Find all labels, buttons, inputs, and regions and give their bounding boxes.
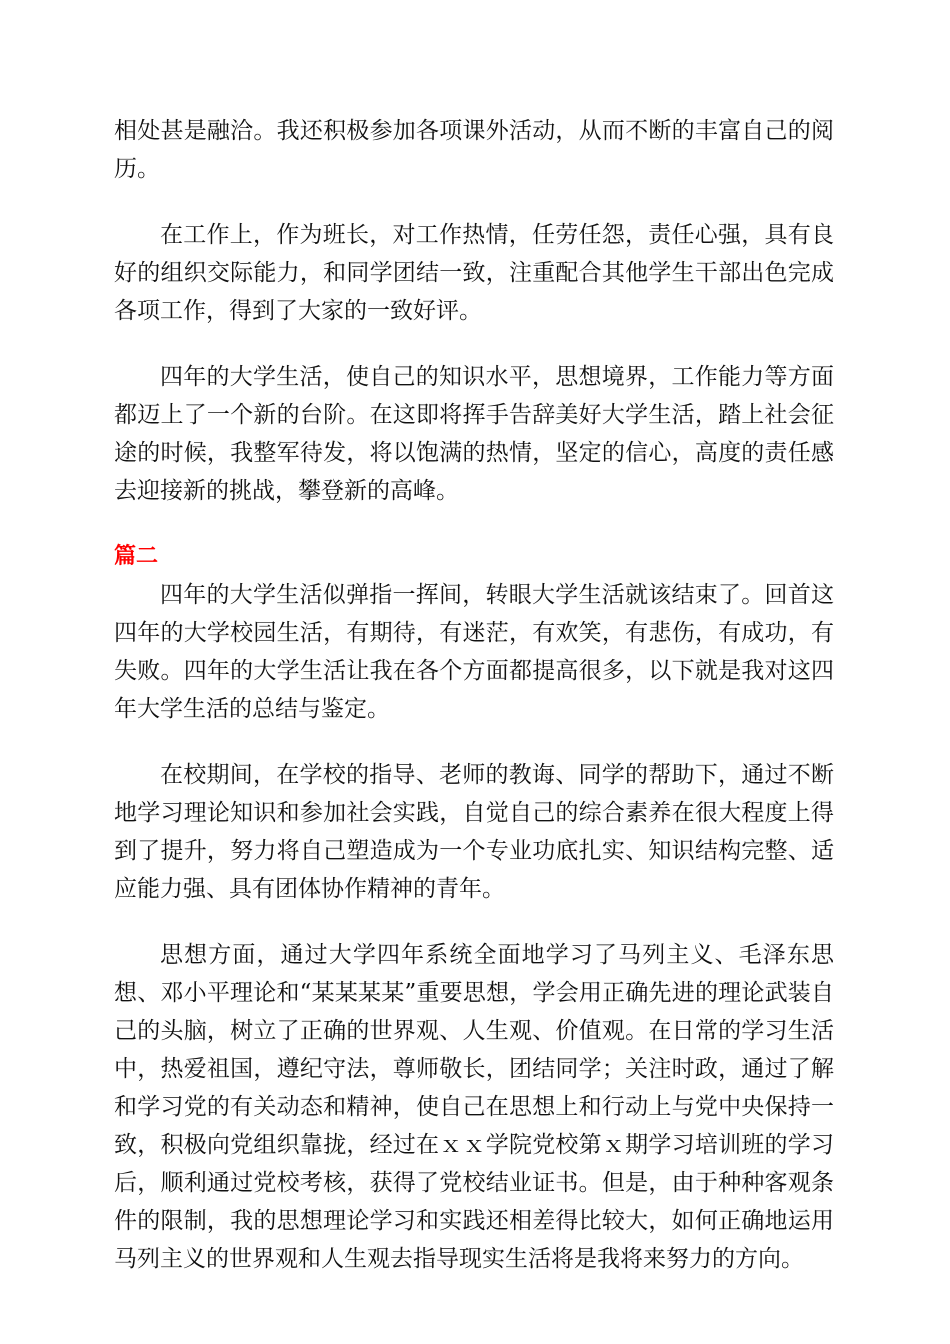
paragraph-summary: 四年的大学生活，使自己的知识水平，思想境界，工作能力等方面都迈上了一个新的台阶。在这即将挥手告辞美好大学生活，踏上社会征途的时候，我整军待发，将以饱满的热情，坚定的信心，高度的责任感去迎接新的挑战，攀登新的高峰。 — [114, 364, 834, 504]
section-heading: 篇二 — [114, 544, 159, 569]
paragraph-thought: 思想方面，通过大学四年系统全面地学习了马列主义、毛泽东思想、邓小平理论和“某某某某”重要思想，学会用正确先进的理论武装自己的头脑，树立了正确的世界观、人生观、价值观。在日常的学习生活中，热爱祖国，遵纪守法，尊师敬长，团结同学；关注时政，通过了解和学习党的有关动态和精神，使自己在思想上和行动上与党中央保持一致，积极向党组织靠拢，经过在ｘｘ学院党校第ｘ期学习培训班的学习后，顺利通过党校考核，获得了党校结业证书。但是，由于种种客观条件的限制，我的思想理论学习和实践还相差得比较大，如何正确地运用马列主义的世界观和人生观去指导现实生活将是我将来努力的方向。 — [114, 942, 834, 1272]
paragraph-intro: 四年的大学生活似弹指一挥间，转眼大学生活就该结束了。回首这四年的大学校园生活，有期待，有迷茫，有欢笑，有悲伤，有成功，有失败。四年的大学生活让我在各个方面都提高很多，以下就是我对这四年大学生活的总结与鉴定。 — [114, 582, 834, 722]
document-body — [114, 112, 834, 1306]
paragraph-continued: 相处甚是融洽。我还积极参加各项课外活动，从而不断的丰富自己的阅历。 — [114, 118, 834, 182]
paragraph-school: 在校期间，在学校的指导、老师的教诲、同学的帮助下，通过不断地学习理论知识和参加社会实践，自觉自己的综合素养在很大程度上得到了提升，努力将自己塑造成为一个专业功底扎实、知识结构完整、适应能力强、具有团体协作精神的青年。 — [114, 762, 834, 902]
paragraph-work: 在工作上，作为班长，对工作热情，任劳任怨，责任心强，具有良好的组织交际能力，和同学团结一致，注重配合其他学生干部出色完成各项工作，得到了大家的一致好评。 — [114, 222, 834, 324]
